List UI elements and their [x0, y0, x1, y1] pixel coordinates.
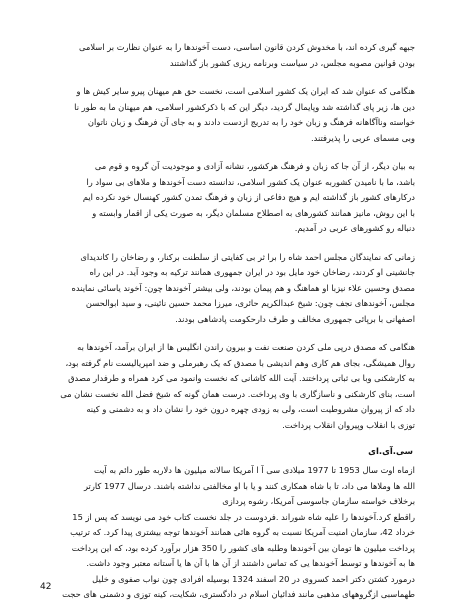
paragraph	[40, 159, 415, 237]
text-line: هنگامی که عنوان شد که ایران یک کشور اسلامی است، نخست حق هم میهنان پیرو سایر کیش ها و	[76, 86, 415, 96]
paragraph	[40, 510, 415, 572]
text-line: راقطع کرد.آخوندها را علیه شاه شوراند .فردوست در جلد نخست کتاب خود می نویسد که پس از 15	[72, 511, 415, 522]
paragraph	[40, 340, 415, 433]
text-line: باشد، ما با نامیدن کشوربه عنوان یک کشور اسلامی، ندانسته دست آخوندها و ملاهای بی سواد را	[86, 176, 415, 187]
text-line: روال همیشگی، بجای هم کاری وهم اندیشی با مصدق که یک رهبرملی و ضد امپریالیست نام گرفته بود،	[65, 357, 415, 368]
paragraph	[40, 572, 415, 603]
text-line: خرداد 42، سازمان امنیت آمریکا نسبت به گروه هائی همانند آخوندها توجه بیشتری پیدا کرد. که ترتیب	[70, 527, 415, 537]
text-line: درکارهای کشور باز گذاشته ایم و هیچ دفاعی از زبان و فرهنگ تمدن کشور کهنسال خود نکرده ایم	[82, 192, 415, 202]
text-line: با این روش، مانیز همانند کشورهای به اصطلاح مسلمان دیگر، به صورت یکی از اقمار وابسته و	[92, 207, 415, 218]
paragraph	[40, 84, 415, 146]
text-line: مصدق وحسین علاء نیزبا او هماهنگ و هم پیمان بودند، ولی بیشتر آخوندها چون: آخوند یاسائی نماینده	[71, 282, 415, 293]
body-text-lower	[40, 463, 415, 603]
text-line: خواسته وناآگاهانه فرهنگ و زبان خود را به تدریج ازدست دادند و به جای آن فرهنگ و زبان ناتوان	[87, 117, 415, 127]
text-line: به کارشکنی وبا بی ثباتی پرداختند. آیت الله کاشانی که نخست وانمود می کرد همراه و طرفدار مصدق	[68, 373, 415, 383]
text-line: درمورد کشتن دکتر احمد کسروی در 20 اسفند 1324 بوسیله افرادی چون نواب صفوی و خلیل	[92, 573, 415, 584]
text-line: توزی با انقلاب وپیروان انقلاب پرداخت.	[282, 419, 415, 430]
text-line: است، بنای کارشکنی و ناسازگاری با وی پرداخت. درست همان گونه که شیخ فضل الله نخست نشان می	[60, 388, 415, 399]
text-line: دین ها، زیر پای گذاشته شد وپایمال گردید، دیگر این که با ذکرکشور اسلامی، هم میهنان ما به طور نا	[74, 101, 415, 112]
paragraph	[40, 250, 415, 328]
paragraph	[40, 40, 415, 71]
text-line: وبی مسمای عربی را پذیرفتند.	[310, 132, 415, 143]
text-line: طهماسبی ازگروههای مذهبی مانند فدائیان اسلام در دادگستری، شکایت، کینه توزی و دشمنی های حجت	[62, 589, 415, 599]
text-line: ازماه اوت سال 1953 تا 1977 میلادی سی آ ا آمریکا سالانه میلیون ها دلاربه طور دائم به آیت	[93, 465, 415, 475]
text-line: داد که از پیروان مشروطیت است، ولی به زودی چهره درون خود را نشان داد و به دشمنی و کینه	[86, 404, 415, 414]
text-line: پرداخت میلیون ها تومان بین آخوندها وطلبه های کشور را 350 هزار برآورد کرده بود، که این پرداخت	[71, 542, 415, 553]
text-line: ها به آخوندها و توسط آخوندها یی که تماس داشتند از آن ها با آن ها یا آستانه معتبر وجود داشت.	[86, 558, 415, 568]
text-line: اصفهانی با برپائی جمهوری مخالف و طرف دارحکومت پادشاهی بودند.	[175, 313, 415, 324]
text-line: جبهه گیری کرده اند، با مخدوش کردن قانون اساسی، دست آخوندها را به عنوان نظارت بر اسلامی	[78, 42, 415, 52]
text-line: دنباله رو کشورهای عربی در آمدیم.	[294, 223, 415, 233]
text-line: بودن قوانین مصوبه مجلس، در سیاست وبرنامه ریزی کشور باز گذاشتند	[169, 57, 415, 68]
text-line: مجلس، آخوندهای نجف چون: شیخ عبدالکریم حائری، میرزا محمد حسین نائینی، و سید ابوالحسن	[85, 298, 415, 308]
text-line: جانشینی او کردند، رضاخان خود مایل بود در ایران جمهوری همانند ترکیه به وجود آید. در این راه	[89, 267, 415, 277]
page-number: 42	[40, 582, 52, 592]
text-line: هنگامی که مصدق درپی ملی کردن صنعت نفت و بیرون راندن انگلیس ها از ایران برآمد، آخوندها به	[77, 342, 415, 352]
section-heading: سی.آی.ای	[368, 447, 413, 457]
text-line: زمانی که نمایندگان مجلس احمد شاه را برا ثر بی کفایتی از سلطنت برکنار، و رضاخان را کاندیدای	[80, 251, 415, 262]
body-text-upper	[40, 40, 415, 433]
paragraph	[40, 463, 415, 510]
text-line: برخلاف خواسته سازمان جاسوسی آمریکا، رشوه پردازی	[222, 496, 415, 506]
text-line: الله ها وملاها می داد، تا با شاه همکاری کنند و یا با او مخالفتی نداشته باشند. درسال 1977 کارتر	[83, 480, 415, 491]
text-line: به بیان دیگر، از آن جا که زبان و فرهنگ هرکشور، نشانه آزادی و موجودیت آن گروه و قوم می	[94, 161, 415, 171]
